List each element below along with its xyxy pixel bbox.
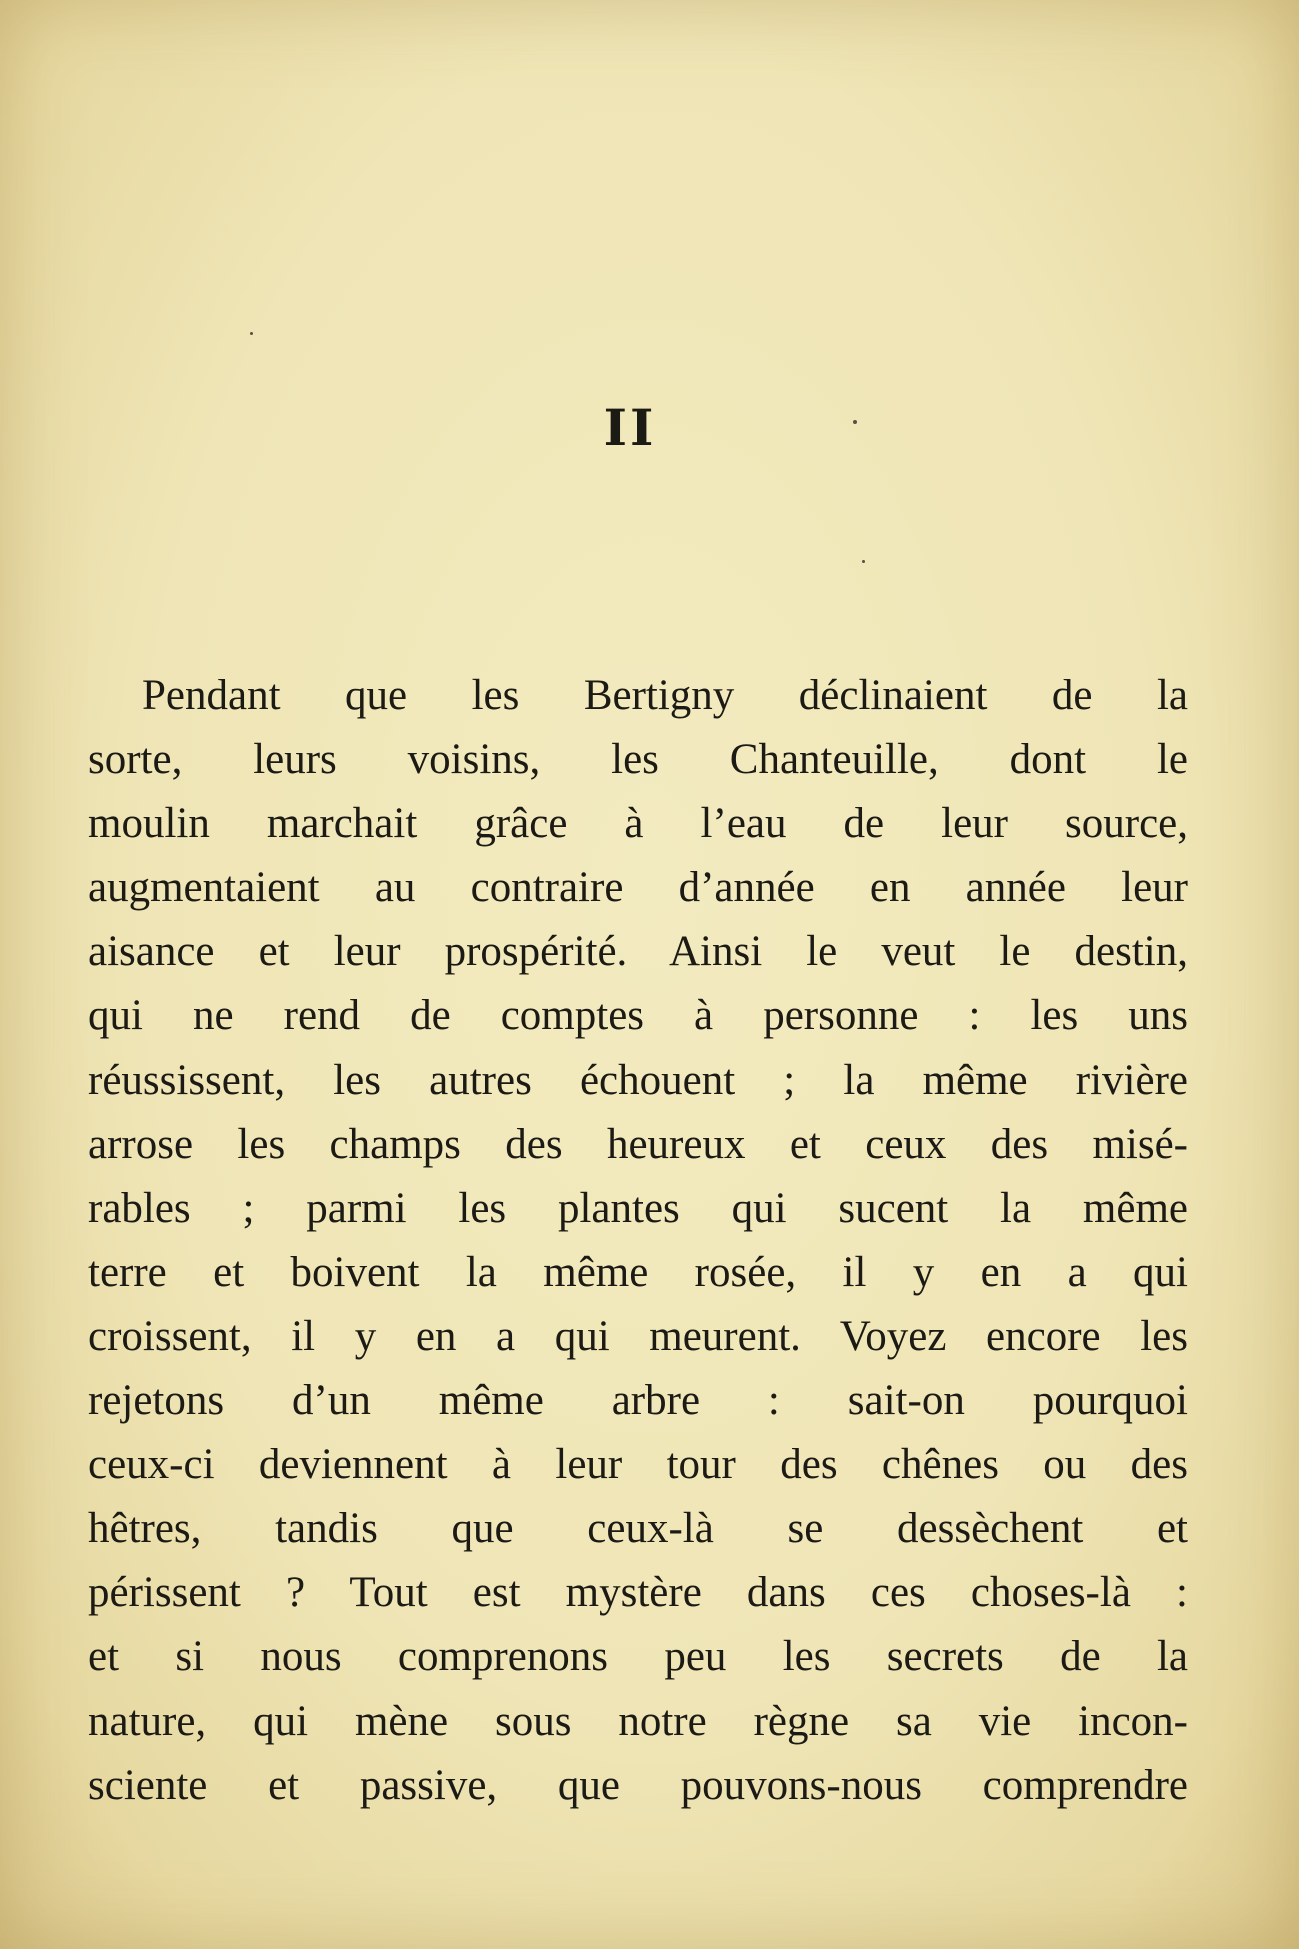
- text-line: sorte, leurs voisins, les Chanteuille, dont le: [88, 736, 1188, 784]
- text-line: hêtres, tandis que ceux-là se dessèchent et: [88, 1505, 1188, 1553]
- text-line: arrose les champs des heureux et ceux des misé-: [88, 1120, 1188, 1168]
- text-line: nature, qui mène sous notre règne sa vie incon-: [88, 1697, 1188, 1745]
- text-line: terre et boivent la même rosée, il y en a qui: [88, 1248, 1188, 1296]
- text-line: croissent, il y en a qui meurent. Voyez encore les: [88, 1312, 1188, 1360]
- body-paragraph: [88, 664, 1188, 1818]
- text-line: rables ; parmi les plantes qui sucent la même: [88, 1184, 1188, 1232]
- chapter-number: II: [603, 398, 657, 457]
- paper-speck: [250, 332, 253, 335]
- text-line: qui ne rend de comptes à personne : les uns: [88, 992, 1188, 1040]
- text-line: périssent ? Tout est mystère dans ces choses-là :: [88, 1569, 1188, 1617]
- text-line: moulin marchait grâce à l’eau de leur source,: [88, 800, 1188, 848]
- text-line: sciente et passive, que pouvons-nous comprendre: [88, 1761, 1188, 1809]
- text-line: aisance et leur prospérité. Ainsi le veut le destin,: [88, 928, 1188, 976]
- text-line: réussissent, les autres échouent ; la même rivière: [88, 1056, 1188, 1104]
- text-line: et si nous comprenons peu les secrets de la: [88, 1633, 1188, 1681]
- text-line: Pendant que les Bertigny déclinaient de la: [142, 672, 1188, 719]
- text-line: ceux-ci deviennent à leur tour des chênes ou des: [88, 1441, 1188, 1489]
- text-line: augmentaient au contraire d’année en année leur: [88, 864, 1188, 912]
- text-line: rejetons d’un même arbre : sait-on pourquoi: [88, 1377, 1188, 1425]
- paper-speck: [862, 560, 865, 563]
